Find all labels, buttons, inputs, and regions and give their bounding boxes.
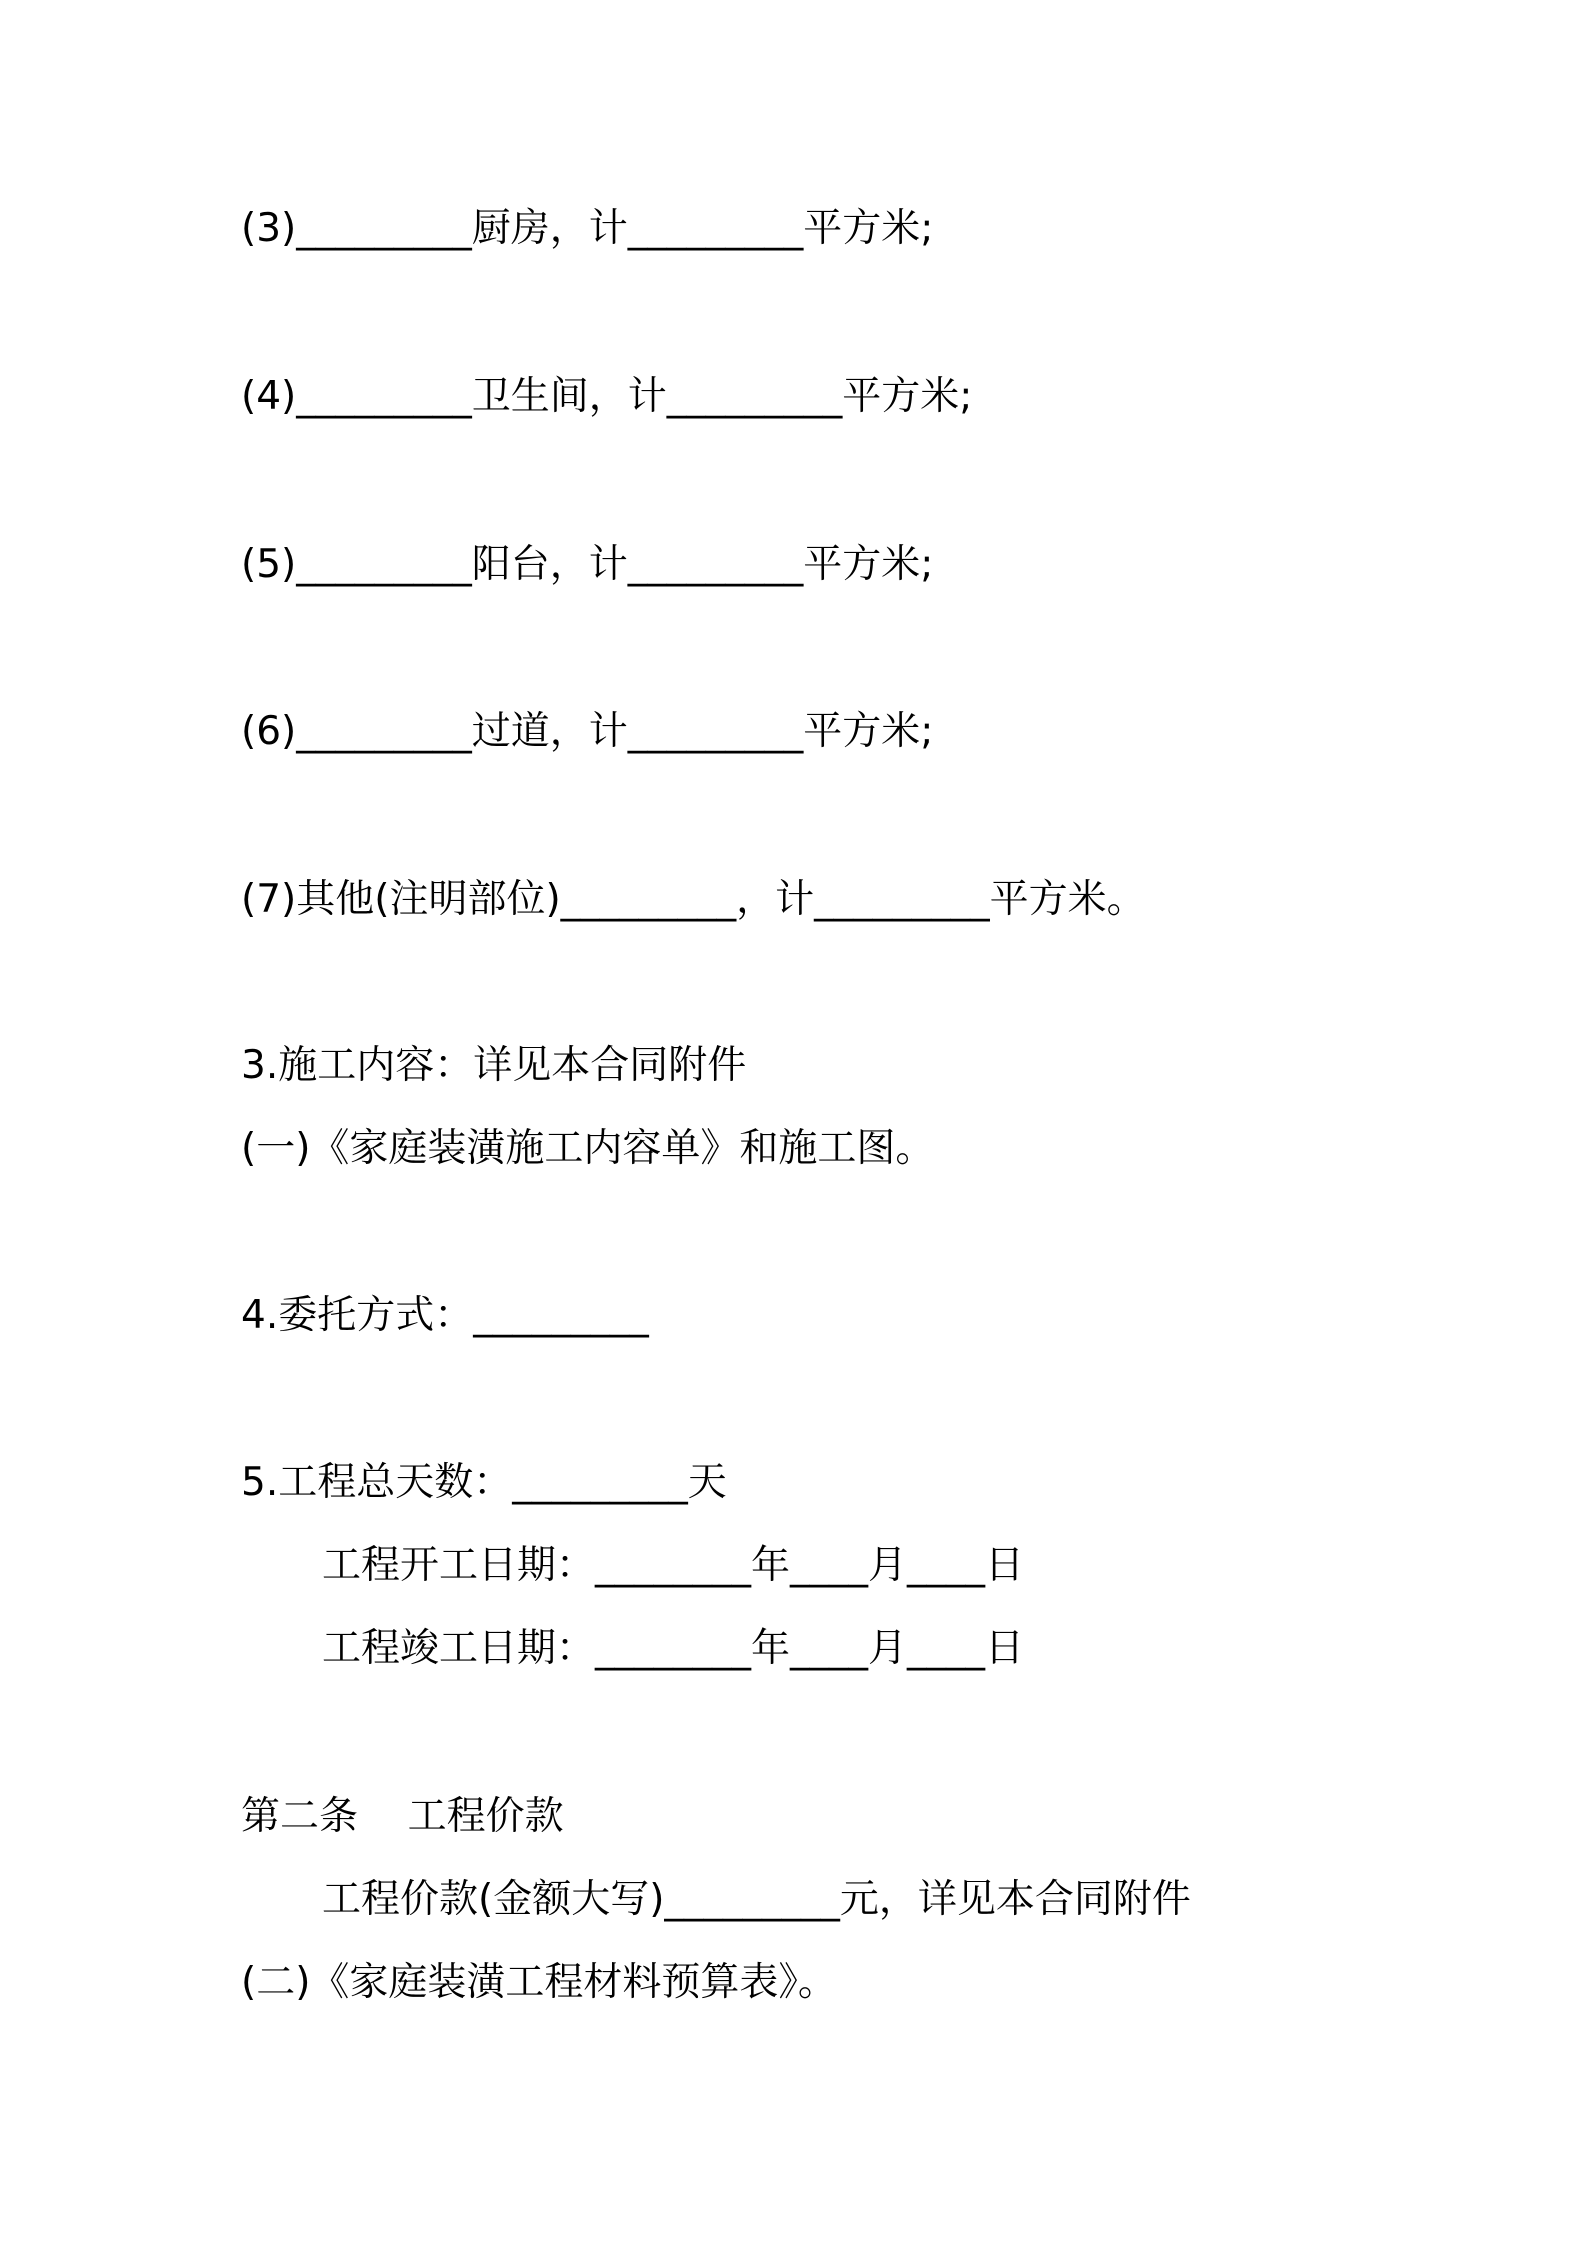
construction-content-attachment: (一)《家庭装潢施工内容单》和施工图。 — [241, 1126, 935, 1171]
start-date-line: 工程开工日期：________年____月____日 — [322, 1543, 1025, 1588]
completion-date-line: 工程竣工日期：________年____月____日 — [322, 1626, 1025, 1671]
materials-budget-attachment: (二)《家庭装潢工程材料预算表》。 — [241, 1960, 837, 2005]
commission-method-line: 4.委托方式：_________ — [241, 1293, 649, 1338]
corridor-area-line: (6)_________过道，计_________平方米; — [241, 709, 934, 754]
project-price-line: 工程价款(金额大写)_________元，详见本合同附件 — [322, 1877, 1191, 1922]
construction-content-heading: 3.施工内容：详见本合同附件 — [241, 1043, 747, 1088]
total-days-line: 5.工程总天数：_________天 — [241, 1460, 727, 1505]
kitchen-area-line: (3)_________厨房，计_________平方米; — [241, 206, 934, 251]
balcony-area-line: (5)_________阳台，计_________平方米; — [241, 542, 934, 587]
article-two-heading: 第二条 工程价款 — [241, 1794, 564, 1839]
other-area-line: (7)其他(注明部位)_________，计_________平方米。 — [241, 877, 1146, 922]
bathroom-area-line: (4)_________卫生间，计_________平方米; — [241, 374, 973, 419]
